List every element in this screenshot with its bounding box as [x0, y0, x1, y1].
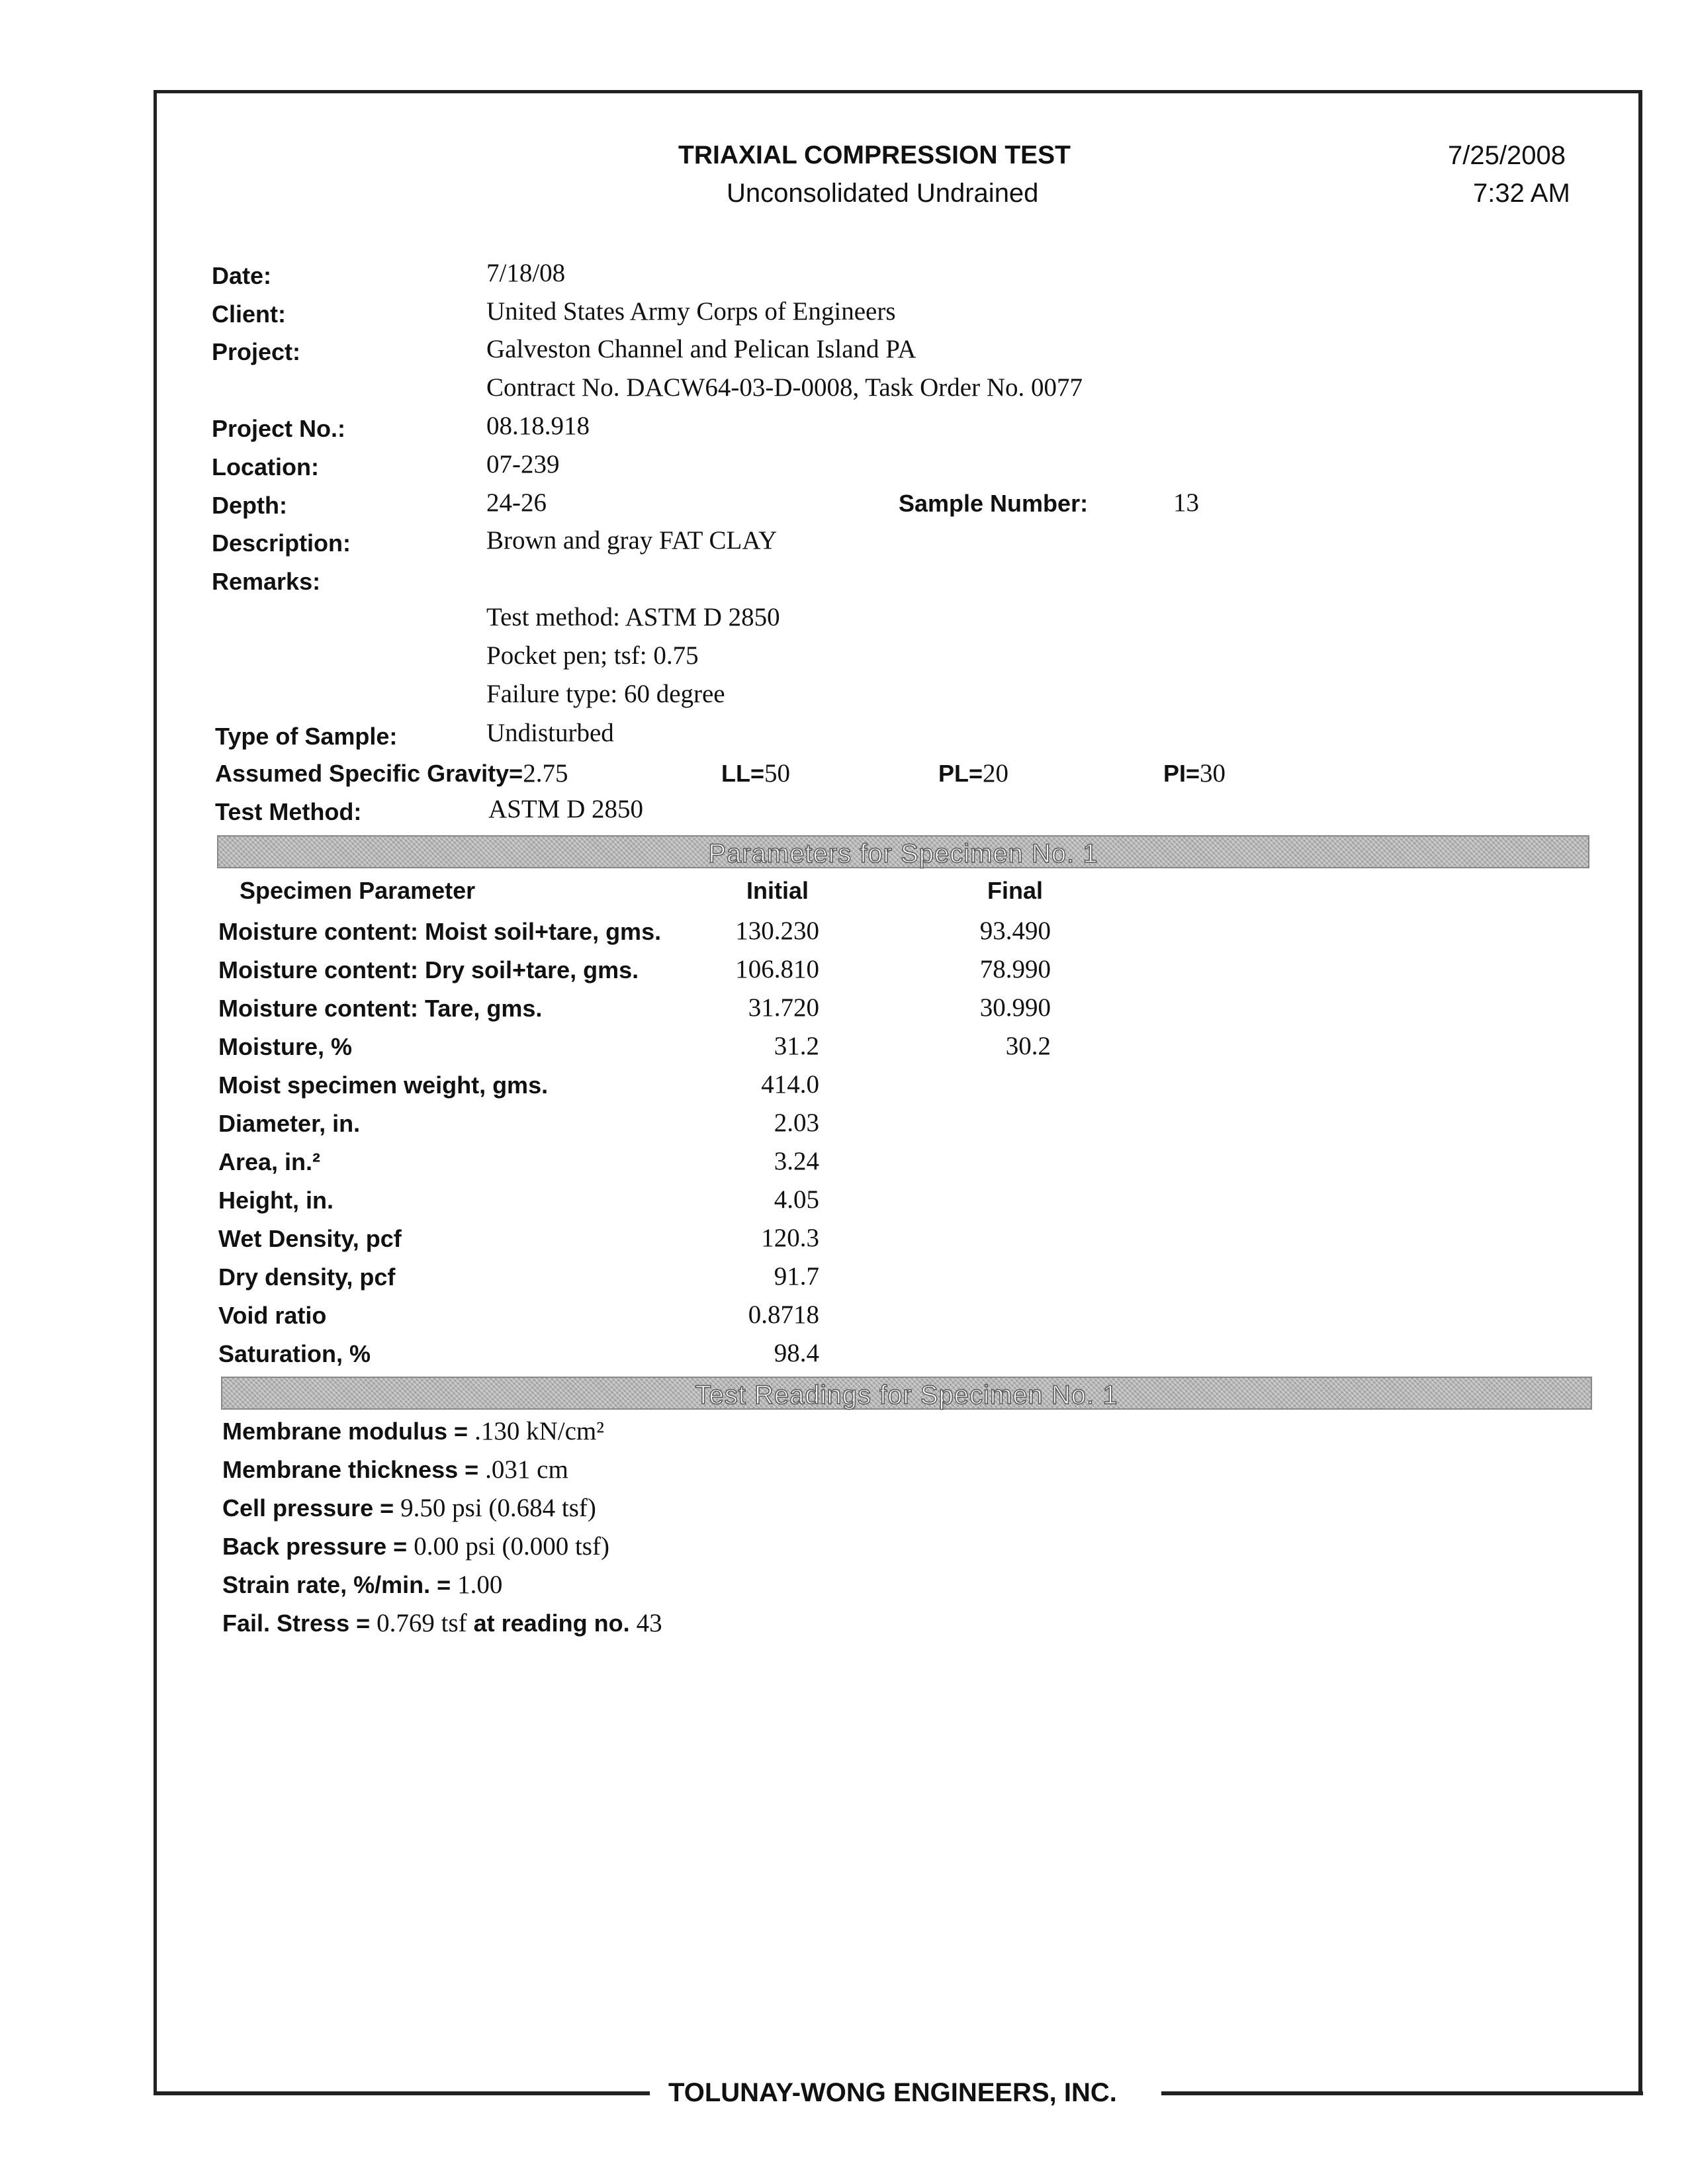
param-row-label: Height, in.	[218, 1187, 334, 1214]
report-title: TRIAXIAL COMPRESSION TEST	[678, 141, 1071, 169]
gravity-line	[215, 758, 568, 788]
project-contract: Contract No. DACW64-03-D-0008, Task Order No. 0077	[486, 373, 1083, 402]
date-label: Date:	[212, 262, 272, 289]
strain-rate-label: Strain rate, %/min. =	[222, 1571, 458, 1598]
param-row-final: 30.2	[1005, 1032, 1051, 1060]
test-method-value: ASTM D 2850	[488, 795, 644, 823]
gravity-value: 2.75	[523, 759, 568, 788]
param-row-initial: 98.4	[774, 1339, 819, 1367]
param-row-initial: 0.8718	[748, 1300, 819, 1329]
strain-rate-value: 1.00	[457, 1570, 503, 1599]
param-row-initial: 106.810	[735, 955, 819, 983]
cell-pressure-value: 9.50 psi (0.684 tsf)	[400, 1494, 596, 1522]
fail-reading-value: 43	[636, 1609, 662, 1637]
print-date: 7/25/2008	[1448, 141, 1566, 170]
param-row-initial: 2.03	[774, 1109, 819, 1137]
membrane-thickness-line	[222, 1455, 568, 1484]
pl-value: 20	[983, 759, 1009, 788]
param-row-initial: 4.05	[774, 1185, 819, 1214]
remark-pocket-pen: Pocket pen; tsf: 0.75	[486, 641, 699, 670]
project-no-label: Project No.:	[212, 415, 346, 442]
param-row-initial: 120.3	[761, 1224, 819, 1252]
param-row-initial: 130.230	[735, 917, 819, 945]
param-row-label: Moisture, %	[218, 1033, 353, 1060]
param-row-label: Moisture content: Moist soil+tare, gms.	[218, 918, 662, 945]
param-row-final: 30.990	[979, 993, 1051, 1022]
param-row-label: Diameter, in.	[218, 1110, 361, 1137]
remarks-label: Remarks:	[212, 568, 321, 595]
fail-stress-value: 0.769 tsf	[377, 1609, 467, 1637]
param-row-initial: 414.0	[761, 1070, 819, 1099]
param-row-label: Saturation, %	[218, 1340, 371, 1367]
membrane-thickness-label: Membrane thickness =	[222, 1456, 486, 1483]
type-of-sample-label: Type of Sample:	[215, 723, 398, 750]
strain-rate-line	[222, 1570, 502, 1600]
back-pressure-line	[222, 1531, 609, 1561]
param-row-initial: 91.7	[774, 1262, 819, 1291]
project-value: Galveston Channel and Pelican Island PA	[486, 335, 916, 363]
param-row-initial: 31.720	[748, 993, 819, 1022]
param-row-label: Wet Density, pcf	[218, 1225, 402, 1252]
readings-section-bar	[221, 1377, 1592, 1410]
col-header-parameter: Specimen Parameter	[240, 877, 476, 904]
gravity-label: Assumed Specific Gravity=	[215, 760, 523, 787]
param-row-label: Dry density, pcf	[218, 1263, 396, 1291]
readings-section-title: Test Readings for Specimen No. 1	[695, 1381, 1118, 1410]
location-label: Location:	[212, 453, 319, 480]
pi-label: PI=	[1163, 760, 1200, 787]
col-header-final: Final	[987, 877, 1044, 904]
param-row-final: 78.990	[979, 955, 1051, 983]
footer-rule-right	[1161, 2091, 1643, 2095]
sample-number-value: 13	[1173, 488, 1199, 517]
param-row-label: Void ratio	[218, 1302, 327, 1329]
cell-pressure-label: Cell pressure =	[222, 1494, 401, 1522]
fail-stress-line	[222, 1608, 662, 1638]
footer-rule-left	[154, 2091, 650, 2095]
param-row-initial: 31.2	[774, 1032, 819, 1060]
client-value: United States Army Corps of Engineers	[486, 297, 896, 326]
membrane-thickness-value: .031 cm	[485, 1455, 568, 1484]
ll-value: 50	[764, 759, 791, 788]
liquid-limit	[721, 758, 790, 788]
cell-pressure-line	[222, 1493, 596, 1523]
description-label: Description:	[212, 529, 351, 557]
fail-stress-label: Fail. Stress =	[222, 1610, 377, 1637]
param-row-initial: 3.24	[774, 1147, 819, 1175]
type-of-sample-value: Undisturbed	[486, 719, 614, 747]
remark-test-method: Test method: ASTM D 2850	[486, 603, 780, 631]
membrane-modulus-value: .130 kN/cm²	[474, 1417, 604, 1445]
param-row-label: Moisture content: Tare, gms.	[218, 995, 543, 1022]
project-label: Project:	[212, 338, 301, 365]
param-row-label: Moisture content: Dry soil+tare, gms.	[218, 956, 639, 983]
membrane-modulus-label: Membrane modulus =	[222, 1418, 475, 1445]
date-value: 7/18/08	[486, 259, 566, 287]
depth-label: Depth:	[212, 492, 287, 519]
client-label: Client:	[212, 300, 286, 328]
plastic-limit	[938, 758, 1008, 788]
parameters-section-title: Parameters for Specimen No. 1	[708, 839, 1098, 868]
param-row-final: 93.490	[979, 917, 1051, 945]
remark-failure-type: Failure type: 60 degree	[486, 680, 725, 708]
membrane-modulus-line	[222, 1416, 604, 1446]
back-pressure-value: 0.00 psi (0.000 tsf)	[414, 1532, 609, 1561]
param-row-label: Moist specimen weight, gms.	[218, 1071, 549, 1099]
depth-value: 24-26	[486, 488, 547, 517]
report-subtitle: Unconsolidated Undrained	[727, 179, 1039, 208]
pl-label: PL=	[938, 760, 983, 787]
test-method-label: Test Method:	[215, 798, 362, 825]
plasticity-index	[1163, 758, 1226, 788]
project-no-value: 08.18.918	[486, 412, 590, 440]
back-pressure-label: Back pressure =	[222, 1533, 414, 1560]
company-name: TOLUNAY-WONG ENGINEERS, INC.	[668, 2078, 1117, 2107]
location-value: 07-239	[486, 450, 560, 478]
col-header-initial: Initial	[746, 877, 809, 904]
ll-label: LL=	[721, 760, 765, 787]
parameters-section-bar	[217, 835, 1589, 868]
pi-value: 30	[1200, 759, 1226, 788]
fail-reading-label: at reading no.	[467, 1610, 637, 1637]
param-row-label: Area, in.²	[218, 1148, 321, 1175]
description-value: Brown and gray FAT CLAY	[486, 526, 778, 555]
sample-number-label: Sample Number:	[899, 490, 1089, 517]
print-time: 7:32 AM	[1473, 179, 1570, 208]
